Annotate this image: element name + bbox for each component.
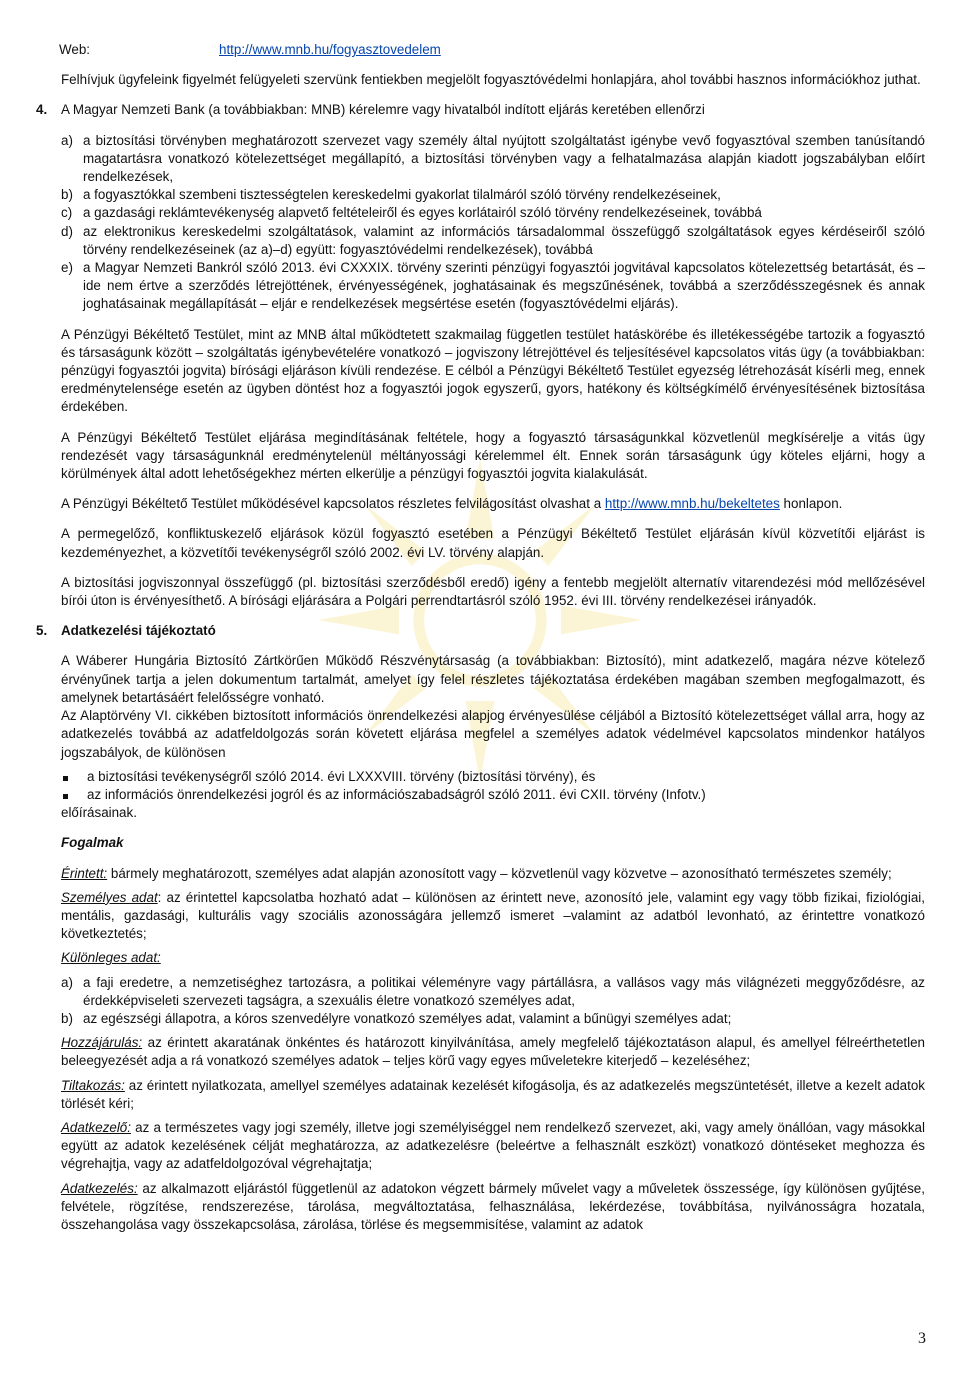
definition-term: Érintett: [61,865,108,881]
definition-hozzajarulas [61,1034,925,1070]
bekeltetes-link[interactable]: http://www.mnb.hu/bekeltetes [604,496,780,512]
kulonleges-list [61,974,925,1029]
data-controller-paragraph: A Wáberer Hungária Biztosító Zártkörűen Működő Részvénytársaság (a továbbiakban: Biztosító), mint adatkezelő, magára nézve kötelező érvényűnek tartja a jelen dokumentum tartalmát, amelyet így felel részletes tájékoztatása érdekében magában szemben megfogalmazott, és amelynek betartásáért felelősségre vonható. [61,653,925,705]
list-item [61,768,925,786]
definition-text: az a természetes vagy jogi személy, illetve jogi személyiséggel nem rendelkező szervezet, aki, vagy amely önállóan, vagy másokkal együtt az adatok kezelésének célját meghatározza, az adatkezelésre (beleértve a felhasznált eszközt) vonatkozó döntéseket meghozza és végrehajtja, vagy az adatfeldolgozóval végrehajtatja; [61,1119,925,1172]
definition-text: az érintett akaratának önkéntes és határozott kinyilvánítása, amely megfelelő tájékoztatáson alapul, és amellyel félreérthetetlen beleegyezését adja a rá vonatkozó személyes adatok – teljes körű vagy egyes műveletekre kiterjedő – kezeléséhez; [61,1035,925,1069]
bullet-icon [61,768,87,786]
definition-text: az alkalmazott eljárástól függetlenül az adatokon végzett bármely művelet vagy a műveletek összessége, így különösen gyűjtése, felvétele, rögzítése, rendszerezése, tárolása, megváltoztatása, felhasználása, lekérdezése, továbbítása, nyilvánosságra hozatala, összehangolása vagy összekapcsolása, zárolása, törlése és megsemmisítése, valamint az adatok [61,1180,925,1232]
section-4-number: 4. [36,102,48,118]
pbt-paragraph-1: A Pénzügyi Békéltető Testület, mint az MNB által működtetett szakmailag független testület hatáskörébe és illetékességébe tartozik a fogyasztó és társaságunk között – szolgáltatás igénybevételére vonatkozó – jogviszony létrejöttével és teljesítésével kapcsolatos vitás ügy (a továbbiakban: pénzügyi fogyasztói jogvita) bírósági eljáráson kívüli rendezése. E célból a Pénzügyi Békéltető Testület egyezség létrehozását kísérli meg, ennek eredménytelensége esetén az ügyben döntést hoz a fogyasztói jogok egyszerű, gyors, hatékony és költségkímélő érvényesítésének biztosítása érdekében. [61,326,925,415]
list-text: a biztosítási tevékenységről szóló 2014. évi LXXXVIII. törvény (biztosítási törvény), és [87,768,596,784]
definition-term: Adatkezelés: [61,1180,138,1196]
list-marker: c) [61,205,73,221]
definition-term: Hozzájárulás: [61,1035,143,1051]
list-marker: a) [61,132,73,148]
definition-term: Adatkezelő: [61,1119,131,1135]
section-5 [36,622,925,640]
after-bullets-text: előírásainak. [61,805,137,821]
definition-adatkezelo [61,1119,925,1174]
web-row [59,41,925,59]
definition-text: az érintett nyilatkozata, amellyel személyes adatainak kezelését kifogásolja, és az adatkezelés megszüntetését, illetve a kezelt adatok törlését kéri; [61,1077,925,1111]
list-item [61,786,925,804]
definition-term: Személyes adat [61,889,158,905]
list-item [61,132,925,187]
law-bullet-list [61,768,925,804]
list-item [61,223,925,259]
fogalmak-heading: Fogalmak [61,835,124,851]
mediation-paragraph: A permegelőző, konfliktuskezelő eljárások közül fogyasztó esetében a Pénzügyi Békéltető Testület eljárásán kívül közvetítői eljárást is kezdeményezhet, a közvetítői tevékenységről szóló 2002. évi LV. törvény alapján. [61,526,925,560]
list-text: a faji eredetre, a nemzetiséghez tartozásra, a politikai véleményre vagy pártállásra, a vallásos vagy más világnézeti meggyőződésre, az érdekképviseleti szervezeti tagságra, a szexuális életre vonatkozó személyes adat, [83,974,925,1008]
list-text: a biztosítási törvényben meghatározott szervezet vagy személy által nyújtott szolgáltatást igénybe vevő fogyasztóval szemben tanúsítandó magatartásra vonatkozó kötelezettséget megállapító, a biztosítási törvényben vagy a felhatalmazása alapján kiadott jogszabályban előírt rendelkezések, [83,132,925,185]
list-marker: b) [61,1010,73,1026]
list-marker: d) [61,223,73,239]
definition-text: : az érintettel kapcsolatba hozható adat – különösen az érintett neve, azonosító jele, valamint egy vagy több fizikai, fiziológiai, mentális, gazdasági, kulturális vagy szociális azonosságára jellemző ismeret –valamint az adatból levonható, az érintettre vonatkozó következtetés; [61,889,925,942]
court-paragraph: A biztosítási jogviszonnyal összefüggő (pl. biztosítási szerződésből eredő) igény a fentebb megjelölt alternatív vitarendezési mód mellőzésével bírói úton is érvényesíthető. A bírósági eljárására a Polgári perrendtartásról szóló 1952. évi III. törvény rendelkezései irányadók. [61,574,925,609]
pbt-paragraph-3-end: honlapon. [783,496,843,512]
pbt-paragraph-3 [61,495,925,513]
page-number: 3 [918,1330,926,1347]
web-label: Web: [59,42,91,57]
web-link[interactable]: http://www.mnb.hu/fogyasztovedelem [219,42,441,57]
list-marker: a) [61,974,73,990]
basic-law-paragraph: Az Alaptörvény VI. cikkében biztosított információs önrendelkezési alapjog érvényesülése céljából a Biztosító kötelezettséget vállal arra, hogy az adatkezelés továbbá az adatfeldolgozás során követett eljárása megfelel a személyes adatok védelmével kapcsolatos mindenkor hatályos jogszabályok, de különösen [61,708,925,760]
section-4-list [61,132,925,314]
list-text: az elektronikus kereskedelmi szolgáltatások, valamint az információs társadalommal összefüggő szolgáltatások egyes kérdéseiről szóló törvény rendelkezéseinek (az a)–d) együtt: fogyasztóvédelmi rendelkezések), továbbá [83,223,925,257]
definition-text: bármely meghatározott, személyes adat alapján azonosított vagy – közvetlenül vagy közvetve – azonosítható természetes személy; [110,865,892,881]
definition-tiltakozas [61,1077,925,1113]
section-4 [36,101,925,119]
list-item [61,1010,925,1028]
document-body [36,41,925,1234]
list-marker: e) [61,260,73,276]
definition-erintett [61,865,925,883]
list-item [61,259,925,314]
pbt-paragraph-2: A Pénzügyi Békéltető Testület eljárása megindításának feltétele, hogy a fogyasztó társaságunkkal közvetlenül megkísérelje a vitás ügy rendezését vagy társaságunknál eredménytelenül méltányossági kérelemmel élt. Ennek során társaságunk úgy köteles eljárni, hogy a körülmények által adott lehetőségekhez mérten elkerülje a pénzügyi fogyasztói jogvita kialakulását. [61,429,925,482]
list-text: a Magyar Nemzeti Bankról szóló 2013. évi CXXXIX. törvény szerinti pénzügyi fogyasztói jogvitával kapcsolatos kötelezettség betartását, és – ide nem értve a szerződés létrejöttének, érvényességének, joghatásainak és megszűnésének, továbbá a szerződésszegésnek és annak joghatásainak megállapítását – eljár e rendelkezések megsértése esetén (fogyasztóvédelmi eljárás). [83,260,925,312]
section-4-heading: A Magyar Nemzeti Bank (a továbbiakban: MNB) kérelemre vagy hivatalból indított eljárás keretében ellenőrzi [61,102,705,118]
list-item [61,186,925,204]
definition-term: Tiltakozás: [61,1077,125,1093]
section-5-number: 5. [36,623,48,639]
list-marker: b) [61,187,73,203]
section-5-heading: Adatkezelési tájékoztató [61,623,216,639]
definition-adatkezeles [61,1180,925,1235]
kulonleges-adat-term: Különleges adat: [61,950,161,966]
list-text: a gazdasági reklámtevékenység alapvető feltételeiről és egyes korlátairól szóló törvény rendelkezéseinek, továbbá [83,205,762,221]
bullet-icon [61,786,87,804]
list-item [61,204,925,222]
list-text: az egészségi állapotra, a kóros szenvedélyre vonatkozó személyes adat, valamint a bűnügyi személyes adat; [83,1010,732,1026]
pbt-paragraph-3-text: A Pénzügyi Békéltető Testület működésével kapcsolatos részletes felvilágosítást olvashat a [61,496,602,512]
list-item [61,974,925,1010]
list-text: a fogyasztókkal szembeni tisztességtelen kereskedelmi gyakorlat tilalmáról szóló törvény rendelkezéseinek, [83,187,721,203]
intro-paragraph: Felhívjuk ügyfeleink figyelmét felügyeleti szervünk fentiekben megjelölt fogyasztóvédelmi honlapjára, ahol további hasznos információkhoz juthat. [61,72,921,88]
list-text: az információs önrendelkezési jogról és az információszabadságról szóló 2011. évi CXII. törvény (Infotv.) [87,786,706,802]
definition-szemelyes-adat [61,889,925,944]
